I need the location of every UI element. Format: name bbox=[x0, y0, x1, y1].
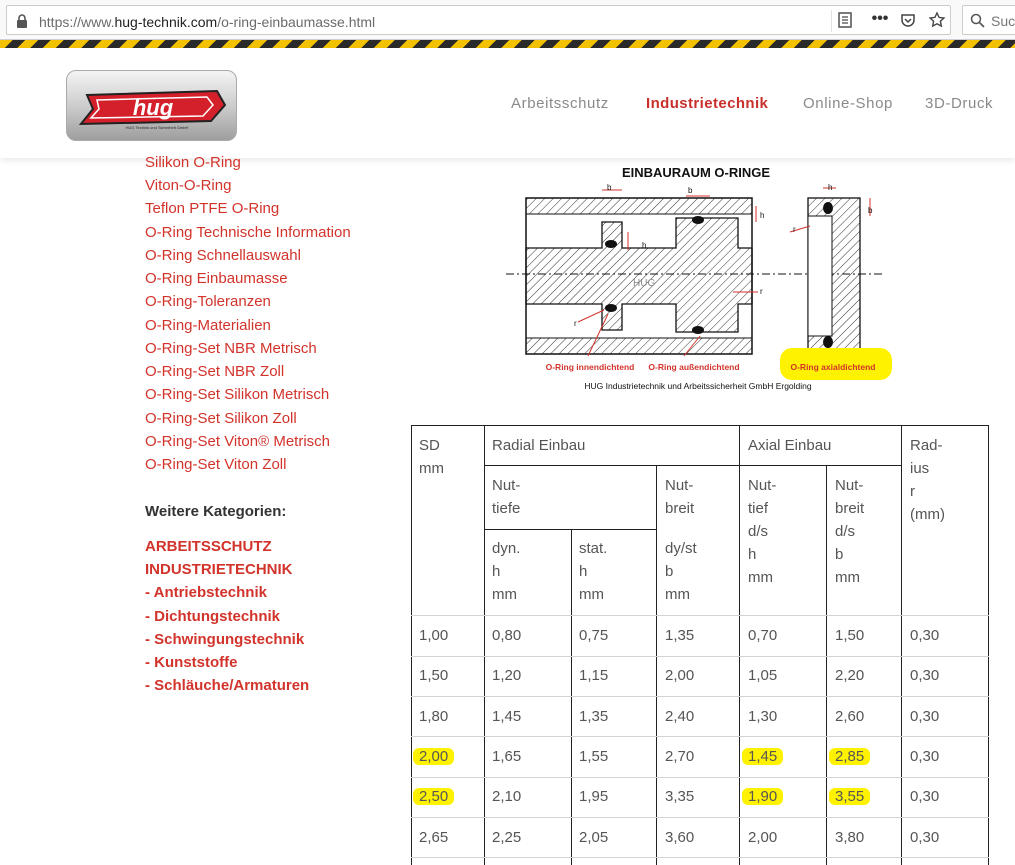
table-cell: 0,80 bbox=[492, 627, 522, 644]
diagram-watermark: HUG bbox=[633, 278, 656, 289]
label-aussendichtend: O-Ring außendichtend bbox=[648, 362, 740, 372]
sidebar-link-silikon[interactable]: Silikon O-Ring bbox=[145, 154, 241, 171]
table-cell: 1,30 bbox=[748, 708, 778, 725]
search-input[interactable] bbox=[962, 5, 1015, 35]
header-stat: stat. h mm bbox=[579, 540, 608, 603]
header-sd: SD mm bbox=[419, 437, 444, 477]
table-cell: 2,05 bbox=[579, 829, 609, 846]
table-cell: 2,25 bbox=[492, 829, 522, 846]
category-dichtungstechnik[interactable]: - Dichtungstechnik bbox=[145, 608, 281, 625]
svg-text:r: r bbox=[760, 287, 763, 296]
table-cell: 2,10 bbox=[492, 788, 522, 805]
reader-view-icon[interactable] bbox=[836, 11, 854, 29]
sidebar-link-einbaumasse[interactable]: O-Ring Einbaumasse bbox=[145, 270, 288, 287]
sidebar-link-teflon[interactable]: Teflon PTFE O-Ring bbox=[145, 200, 280, 217]
svg-text:b: b bbox=[868, 206, 873, 215]
table-cell: 3,60 bbox=[665, 829, 695, 846]
table-cell: 1,35 bbox=[579, 708, 609, 725]
categories-heading: Weitere Kategorien: bbox=[145, 503, 287, 520]
address-bar[interactable] bbox=[6, 5, 951, 35]
table-cell: 2,00 bbox=[665, 667, 695, 684]
nav-arbeitsschutz[interactable]: Arbeitsschutz bbox=[511, 95, 609, 112]
o-ring-shape bbox=[605, 240, 617, 248]
sidebar-link-viton[interactable]: Viton-O-Ring bbox=[145, 177, 232, 194]
table-cell: 1,35 bbox=[665, 627, 695, 644]
table-cell: 1,15 bbox=[579, 667, 609, 684]
search-placeholder: Suc bbox=[991, 13, 1015, 29]
table-cell: 1,20 bbox=[492, 667, 522, 684]
table-cell: 1,80 bbox=[419, 708, 449, 725]
table-cell: 1,50 bbox=[419, 667, 449, 684]
o-ring-shape bbox=[823, 202, 833, 214]
table-cell: 1,65 bbox=[492, 748, 522, 765]
table-cell: 3,35 bbox=[665, 788, 695, 805]
more-actions-icon[interactable]: ••• bbox=[871, 10, 889, 27]
category-antriebstechnik[interactable]: - Antriebstechnik bbox=[145, 584, 267, 601]
o-ring-shape bbox=[692, 216, 704, 224]
sidebar-link-set-silikon-metrisch[interactable]: O-Ring-Set Silikon Metrisch bbox=[145, 386, 330, 403]
svg-text:b: b bbox=[688, 186, 693, 195]
svg-text:HUG Technik und Sicherheit Gmb: HUG Technik und Sicherheit GmbH bbox=[125, 125, 189, 130]
hug-logo[interactable] bbox=[66, 70, 237, 141]
table-cell: 0,30 bbox=[910, 748, 940, 765]
bookmark-star-icon[interactable] bbox=[928, 11, 946, 29]
header-axial-nutbreit: Nut- breit d/s b mm bbox=[835, 477, 865, 586]
sidebar-link-set-nbr-metrisch[interactable]: O-Ring-Set NBR Metrisch bbox=[145, 340, 317, 357]
table-cell: 2,00 bbox=[419, 745, 454, 768]
table-cell: 3,55 bbox=[835, 785, 870, 808]
table-cell: 0,30 bbox=[910, 829, 940, 846]
o-ring-shape bbox=[692, 326, 704, 334]
table-cell: 1,45 bbox=[748, 745, 783, 768]
table-cell: 1,55 bbox=[579, 748, 609, 765]
o-ring-shape bbox=[823, 336, 833, 348]
logo-graphic bbox=[67, 71, 238, 142]
table-cell: 2,60 bbox=[835, 708, 865, 725]
label-axialdichtend: O-Ring axialdichtend bbox=[790, 362, 876, 372]
svg-text:r: r bbox=[793, 225, 796, 234]
table-cell: 0,30 bbox=[910, 708, 940, 725]
table-cell: 2,85 bbox=[835, 745, 870, 768]
lock-icon bbox=[15, 14, 29, 28]
table-cell: 0,30 bbox=[910, 627, 940, 644]
nav-3d-druck[interactable]: 3D-Druck bbox=[925, 95, 994, 112]
nav-online-shop[interactable]: Online-Shop bbox=[803, 95, 893, 112]
sidebar-link-schnellauswahl[interactable]: O-Ring Schnellauswahl bbox=[145, 247, 301, 264]
svg-text:hug: hug bbox=[132, 95, 174, 120]
nav-industrietechnik[interactable]: Industrietechnik bbox=[646, 95, 769, 112]
o-ring-dimensions-table bbox=[411, 425, 989, 865]
svg-text:r: r bbox=[574, 319, 577, 328]
sidebar-link-set-viton-metrisch[interactable]: O-Ring-Set Viton® Metrisch bbox=[145, 433, 331, 450]
sidebar-link-toleranzen[interactable]: O-Ring-Toleranzen bbox=[145, 293, 271, 310]
table-cell: 2,00 bbox=[748, 829, 778, 846]
pocket-icon[interactable] bbox=[899, 11, 917, 29]
o-ring-shape bbox=[605, 304, 617, 312]
site-header bbox=[0, 48, 1015, 158]
header-dy-st: dy/st b mm bbox=[665, 540, 697, 603]
table-cell: 1,05 bbox=[748, 667, 778, 684]
table-cell: 3,80 bbox=[835, 829, 865, 846]
header-axial-einbau: Axial Einbau bbox=[748, 437, 832, 454]
table-cell: 1,90 bbox=[748, 785, 783, 808]
separator bbox=[831, 10, 832, 32]
url-text: https://www.hug-technik.com/o-ring-einbaumasse.html bbox=[39, 14, 376, 30]
category-kunststoffe[interactable]: - Kunststoffe bbox=[145, 654, 238, 671]
table-cell: 2,70 bbox=[665, 748, 695, 765]
table-cell: 0,75 bbox=[579, 627, 609, 644]
diagram-title: EINBAURAUM O-RINGE bbox=[621, 165, 771, 180]
header-radial-einbau: Radial Einbau bbox=[492, 437, 586, 454]
sidebar-link-set-silikon-zoll[interactable]: O-Ring-Set Silikon Zoll bbox=[145, 410, 297, 427]
sidebar-link-set-nbr-zoll[interactable]: O-Ring-Set NBR Zoll bbox=[145, 363, 285, 380]
table-cell: 1,45 bbox=[492, 708, 522, 725]
svg-text:b: b bbox=[607, 183, 612, 192]
sidebar-link-set-viton-zoll[interactable]: O-Ring-Set Viton Zoll bbox=[145, 456, 287, 473]
table-cell: 2,40 bbox=[665, 708, 695, 725]
table-cell: 0,30 bbox=[910, 667, 940, 684]
table-cell: 1,95 bbox=[579, 788, 609, 805]
svg-text:h: h bbox=[828, 183, 833, 192]
hazard-stripe bbox=[0, 40, 1015, 48]
search-icon bbox=[970, 13, 985, 28]
browser-toolbar bbox=[0, 0, 1015, 40]
header-nuttiefe: Nut- tiefe bbox=[492, 477, 521, 517]
sidebar-link-tech-info[interactable]: O-Ring Technische Information bbox=[145, 224, 351, 241]
header-nutbreit: Nut- breit bbox=[665, 477, 695, 517]
header-axial-nuttief: Nut- tief d/s h mm bbox=[748, 477, 777, 586]
category-industrietechnik[interactable]: INDUSTRIETECHNIK bbox=[145, 561, 293, 578]
svg-text:h: h bbox=[642, 241, 647, 250]
category-schlaeuche[interactable]: - Schläuche/Armaturen bbox=[145, 677, 310, 694]
table-cell: 2,50 bbox=[419, 785, 454, 808]
svg-text:h: h bbox=[760, 211, 765, 220]
category-schwingungstechnik[interactable]: - Schwingungstechnik bbox=[145, 631, 305, 648]
table-cell: 0,30 bbox=[910, 788, 940, 805]
table-cell: 0,70 bbox=[748, 627, 778, 644]
table-cell: 1,00 bbox=[419, 627, 449, 644]
header-radius: Rad- ius r (mm) bbox=[910, 437, 945, 523]
diagram-caption: HUG Industrietechnik und Arbeitssicherheit GmbH Ergolding bbox=[584, 381, 812, 391]
table-cell: 2,65 bbox=[419, 829, 449, 846]
category-arbeitsschutz[interactable]: ARBEITSSCHUTZ bbox=[145, 538, 272, 555]
o-ring-installation-diagram bbox=[498, 160, 898, 396]
sidebar-link-materialien[interactable]: O-Ring-Materialien bbox=[145, 317, 271, 334]
header-dyn: dyn. h mm bbox=[492, 540, 521, 603]
table-cell: 1,50 bbox=[835, 627, 865, 644]
table-cell: 2,20 bbox=[835, 667, 865, 684]
label-innendichtend: O-Ring innendichtend bbox=[545, 362, 635, 372]
